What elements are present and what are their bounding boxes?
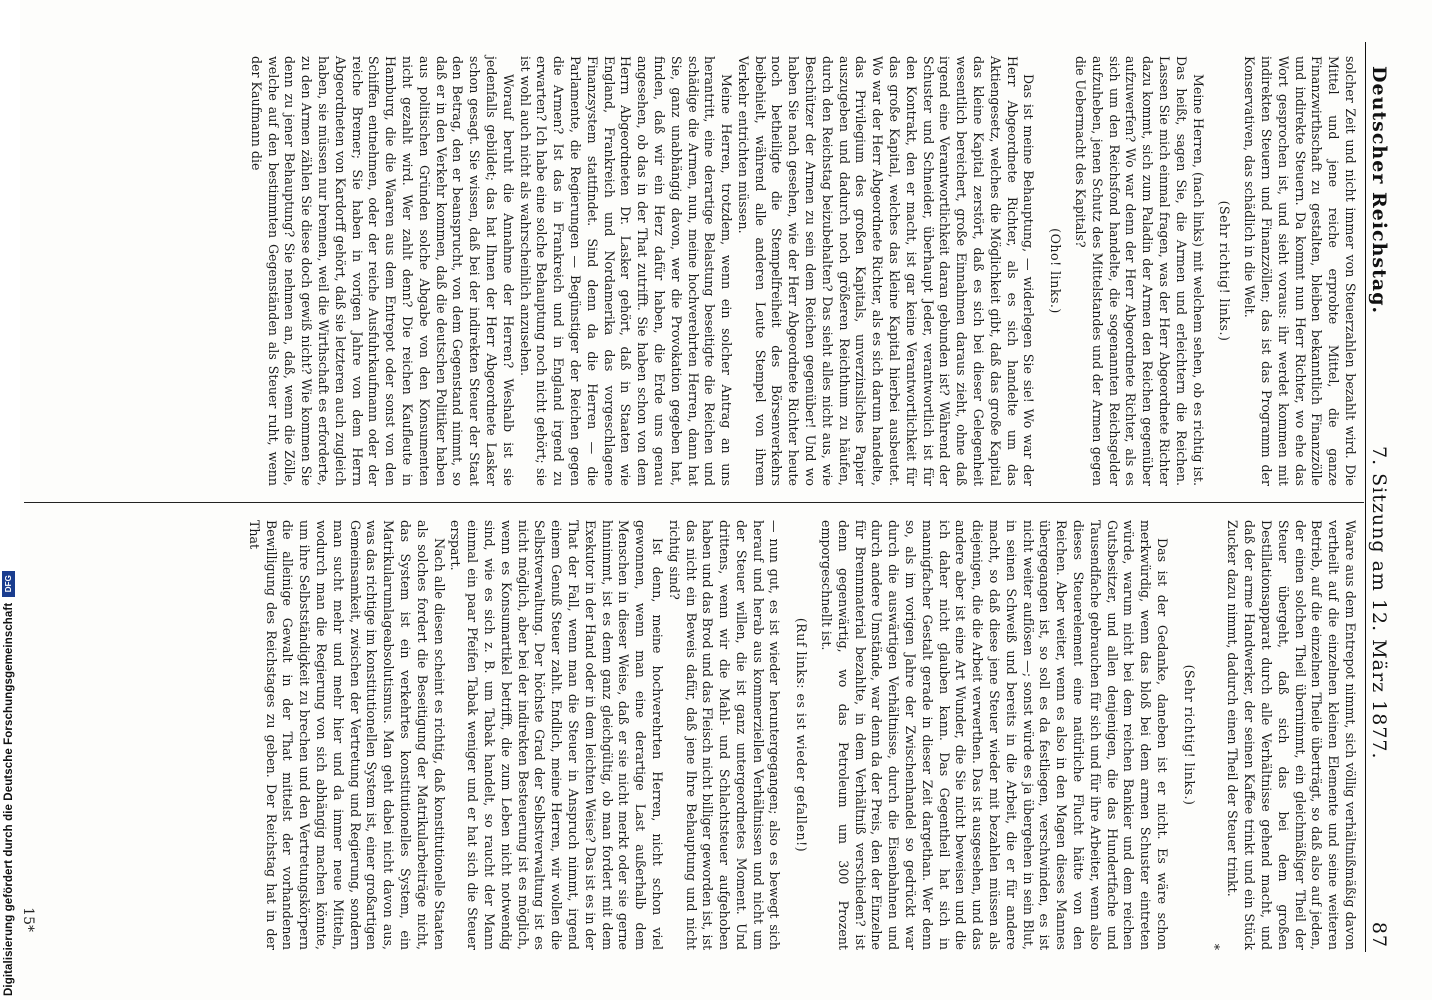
column-divider: [24, 502, 1364, 503]
dfg-logo-icon: DFG: [2, 571, 15, 597]
paragraph: Waare aus dem Entrepot nimmt, sich völlig verhältnißmäßig davon vertheilt auf die einzelnen kleinen Elemente und seine weiteren Betrieb, auf die einzelnen Theile überträgt, so daß also auf jeden, der einen solchen Theil übernimmt, ein gleichmäßiger Theil der Steuer übergeht, daß sich das bei dem großen Destillationsapparat durch alle Verhältnisse gehend macht, und daß der arme Handwerker, der seinen Kaffee trinkt und ein Stück Zucker dazu nimmt, dadurch einen Theil der Steuer trinkt.: [1225, 520, 1358, 950]
interjection-note: (Sehr richtig! links.): [1181, 664, 1197, 806]
page-header-title: Deutscher Reichstag.: [1368, 66, 1390, 315]
page-number: 87: [1368, 921, 1390, 948]
text-column-right: [245, 520, 1358, 950]
paragraph: Worauf beruht die Annahme der Herren? Weshalb ist sie jedenfalls gebildet; das hat Ihnen der Herr Abgeordnete Lasker schon gesagt. Sie wissen, daß bei der indirekten Steuer der Staat den Betrag, den er beansprucht, von dem Gegenstand nimmt, so daß er in den Verkehr kommen, daß die deutschen Politiker haben aus politischen Gründen solche Abgabe von den Konsumenten nicht gezahlt wird. Wer zahlt denn? Die reichen Kaufleute in Hamburg, die die Waaren aus dem Entrepot oder sonst von den Schiffen entnehmen, oder der reiche Ausfuhrkaufmann oder der reiche Bremer; Sie haben in vorigen Jahre von dem Herrn Abgeordneten von Kardorff gehört, daß sie letzteren auch zugleich haben, sie müssen nur brennen, weil die Wirthschaft es erforderte, zu den Armen zählen Sie diese doch gewiß nicht? Wie kommen Sie denn zu jener Behauptung? Sie nehmen an, daß, wenn die Zölle, welche auf den bestimmten Gegenständen als Steuer ruht, wenn der Kaufmann die: [248, 56, 516, 486]
paragraph: solcher Zeit und nicht immer von Steuerzahlen bezahlt wird. Die Mittel und jene reiche erprobte Mittel, die ganze Finanzwirthschaft zu gestalten, bleiben bekanntlich Finanzzölle und indirekte Steuern. Da kommt nun Herr Richter, wo ehe das Wort gesprochen ist, und sieht voraus: ihr werdet kommen mit indirekten Steuern und Finanzzöllen; das ist das Programm der Konservativen, das schädlich in die Welt.: [1242, 56, 1358, 486]
paragraph: Meine Herren, trotzdem, wenn ein solcher Antrag an uns herantritt, eine derartige Belastung beseitigte die Reichen und schädige die Armen, nun, meine hochverehrten Herren, dann hat Sie, ganz unabhängig davon, wer die Provokation gegeben hat, finden, daß wir ein Herz dafür haben, die Erde uns genau angesehen, ob das in der That zutrifft. Sie haben schon von dem Herrn Abgeordneten Dr. Lasker gehört, daß in Staaten wie England, Frankreich und Nordamerika das vorgeschlagene Finanzsystem stattfindet. Sind denn da die Herren — die Parlamente, die Regierungen — Begünstiger der Reichen gegen die Armen? Ist das in Frankreich und in England irgend zu erwarten? Ich habe eine solche Behauptung noch nicht gehört; sie ist wohl auch nicht als wahrscheinlich anzusehen.: [517, 56, 735, 486]
interjection-note: (Ruf links: es ist wieder gefallen!): [794, 617, 810, 853]
page-header-session: 7. Sitzung am 12. März 1877.: [1368, 446, 1390, 760]
paragraph: Meine Herren, (nach links) mit welchem sehen, ob es richtig ist. Das heißt, sagen Sie, die Armen und erleichtern die Reichen. Lassen Sie mich einmal fragen, was der Herr Abgeordnete Richter dazu kommt, sich zum Paladin der Armen den Reichen gegenüber aufzuwerfen? Wo war denn der Herr Abgeordnete Richter, als es sich um den Reichsfond handelte, die sogenannten Reichsgelder aufzuheben, jenen Schutz des Mittelstandes und der Armen gegen die Uebermacht des Kapitals?: [1073, 56, 1206, 486]
text-column-left: [247, 56, 1358, 486]
interjection-note: (Oho! links.): [1048, 228, 1064, 314]
margin-mark: *: [1206, 943, 1222, 950]
paragraph: Das ist der Gedanke, daneben ist er nicht. Es wäre schon merkwürdig, wenn das bloß bei dem armen Schuster eintreten würde, warum nicht bei dem reichen Bankier und dem reichen Gutsbesitzer, und allen denjenigen, die das Hundertfache und Tausendfache gebrauchen für sich und für ihre Arbeiter, wenn also dieses Steuerelement eine natürliche Flucht hätte von den Reichen. Aber weiter, wenn es also in den Magen dieses Mannes übergegangen ist, so soll es da festliegen, verschwinden, es ist nicht weiter auflösen —; sonst würde es ja übergehen in sein Blut, in seinen Schweiß und bereits in die Arbeit, die er für andere macht, so daß diese jene Steuer wieder mit bezahlen müssen als diejenigen, die die Arbeit verwerthen. Das ist ausgesehen, und das andere aber ist eine Art Wunder, die Sie nicht beweisen und die ich daher nicht glauben kann. Das Gegentheil hat sich in mannigfacher Gestalt gerade in dieser Zeit dargethan. Wer denn so, als im vorigen Jahre der Zwischenhandel so gedrückt war durch die auswärtigen Verhältnisse, durch die Eisenbahnen und durch andere Umstände, war denn da der Preis, den der Einzelne für Brennmaterial bezahlte, in dem Verhältniß verschieden? ist denn gegenwärtig, wo das Petroleum um 300 Prozent emporgeschnellt ist.: [819, 520, 1171, 950]
header-rule: [1365, 42, 1366, 952]
funding-sidebar: [0, 0, 20, 1000]
funding-note: [2, 571, 15, 996]
paragraph: Ist denn, meine hochverehrten Herren, nicht schon viel gewonnen, wenn man eine derartige Last außerhalb dem Menschen in dieser Weise, daß er sie nicht merkt oder sie gerne hinnimmt, ist es denn ganz gleichgültig, ob man fordert mit dem Exekutor in der Hand oder in dem leichten Weise? Das ist es in der That der Fall, wenn man die Steuer in Anspruch nimmt, irgend einem Genuß Steuer zahlt. Endlich, meine Herren, wir wollen die Selbstverwaltung. Der höchste Grad der Selbstverwaltung ist es nicht möglich, aber bei der indirekten Besteuerung ist es möglich, wenn es Konsumartikel betrifft, die zum Leben nicht notwendig sind, wie es sich z. B. um Tabak handelt, so raucht der Mann einmal ein paar Pfeifen Tabak weniger und er hat sich die Steuer erspart.: [448, 520, 665, 950]
signature-mark: 15*: [20, 907, 36, 932]
paragraph: Das ist meine Behauptung, — widerlegen Sie sie! Wo war der Herr Abgeordnete Richter, als es sich handelte um das Aktiengesetz, welches die Möglichkeit gibt, daß das große Kapital das kleine Kapital zerstört, daß es sich bei dieser Gelegenheit wesentlich bereichert, große Einnahmen daraus zieht, ohne daß irgend eine Verantwortlichkeit daran gebunden ist? Während der Schuster und Schneider, überhaupt Jeder, verantwortlich ist für den Kontrakt, den er macht, ist gar keine Verantwortlichkeit für das große Kapital, welches das kleine Kapital hierbei ausbeutet. Wo war der Herr Abgeordnete Richter, als es sich darum handelte, das Privilegium des großen Kapitals, unverzinsliches Papier auszugeben und dadurch noch größeren Reichthum zu häufen, durch den Reichstag beizubehalten? Das sieht alles nicht aus, wie Beschützer der Armen zu sein dem Reichen gegenüber! Und wo haben Sie nach gesehen, wie der Herr Abgeordnete Richter heute noch betheiligte die Stempelfreiheit des Börsenverkehrs beibehielt, während alle anderen Leute Stempel von ihrem Verkehr entrichten müssen.: [735, 56, 1037, 486]
interjection-note: (Sehr richtig! links.): [1217, 200, 1233, 342]
funding-text: Digitalisierung gefördert durch die Deutsche Forschungsgemeinschaft: [2, 602, 15, 996]
paragraph: Nach alle diesen scheint es richtig, daß konstitutionelle Staaten als solches fordert die Beseitigung der Matrikularbeiträge nicht, das System ist ein verkehrtes konstitutionelles System, ein Matrikularumlageabsolutismus. Man geht dabei nicht davon aus, was das richtige im konstitutionellen System ist, einer großartigen Gemeinsamkeit, zwischen der Vertretung und Regierung, sondern man sucht mehr und mehr hier und da immer neue Mitteln, wodurch man die Regierung von sich abhängig machen könnte, um ihre Selbstständigkeit zu brechen und den Vertretungskörpern die alleinige Gewalt in der That mittelst der vorhandenen Bewilligung des Reichstages zu geben. Der Reichstag hat in der That: [246, 520, 447, 950]
paragraph: — nun gut, es ist wieder heruntergegangen; also es bewegt sich herauf und herab aus kommerziellen Verhältnissen und nicht um der Steuer willen, die ist ganz untergeordnetes Moment. Und drittens, wenn wir die Mahl- und Schlachtsteuer aufgehoben haben und das Brod und das Fleisch nicht billiger geworden ist, ist das nicht ein Beweis dafür, daß jene Ihre Behauptung und nicht richtig sind?: [666, 520, 783, 950]
